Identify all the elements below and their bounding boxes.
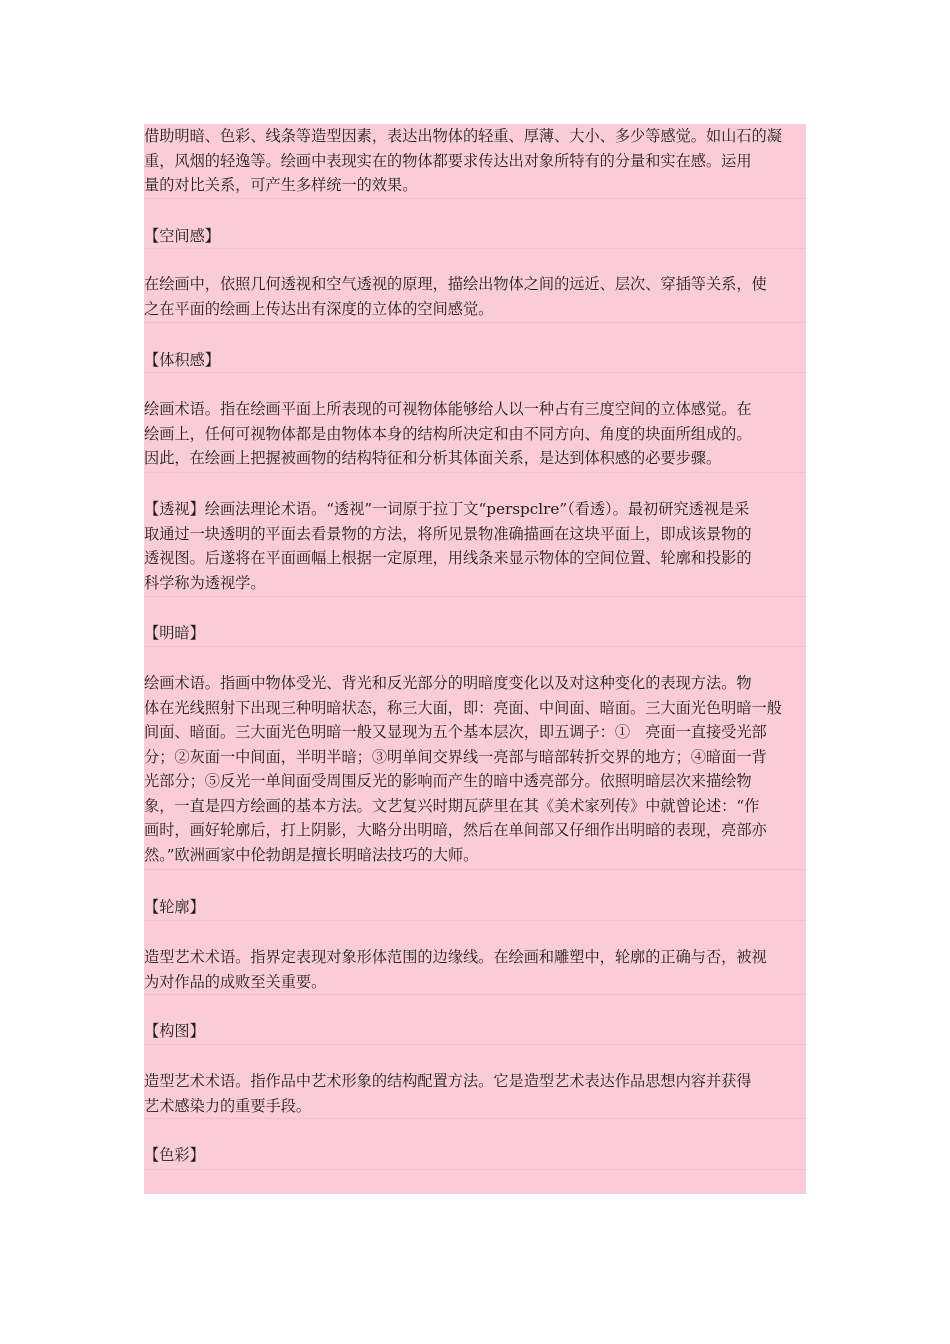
text-line: 绘画术语。指在绘画平面上所表现的可视物体能够给人以一种占有三度空间的立体感觉。在 xyxy=(144,400,752,418)
divider xyxy=(144,596,806,597)
document-page xyxy=(144,124,806,1194)
heading-text: 【轮廓】 xyxy=(144,898,205,916)
text-line: 科学称为透视学。 xyxy=(144,573,266,592)
section-heading-space xyxy=(144,224,806,249)
text-line: 因此，在绘画上把握被画物的结构特征和分析其体面关系，是达到体积感的必要步骤。 xyxy=(144,449,722,467)
divider xyxy=(144,1118,806,1119)
text-line: 在绘画中，依照几何透视和空气透视的原理，描绘出物体之间的远近、层次、穿插等关系，使 xyxy=(144,275,767,293)
text-line: 之在平面的绘画上传达出有深度的立体的空间感觉。 xyxy=(144,299,494,318)
intro-paragraph xyxy=(144,124,806,198)
divider xyxy=(144,920,806,921)
contour-paragraph xyxy=(144,945,806,994)
divider xyxy=(144,198,806,199)
text-line: 重，风烟的轻逸等。绘画中表现实在的物体都要求传达出对象所特有的分量和实在感。运用 xyxy=(144,151,752,170)
divider xyxy=(144,472,806,473)
text-line: 透视图。后遂将在平面画幅上根据一定原理，用线条来显示物体的空间位置、轮廓和投影的 xyxy=(144,549,752,567)
divider xyxy=(144,372,806,373)
perspective-paragraph xyxy=(144,497,806,595)
text-line: 艺术感染力的重要手段。 xyxy=(144,1096,312,1115)
text-line: 【透视】绘画法理论术语。“透视”一词原于拉丁文“perspclre”（看透）。最初研究透视是采 xyxy=(144,500,750,518)
section-heading-contour xyxy=(144,895,806,920)
light-paragraph xyxy=(144,671,806,867)
composition-paragraph xyxy=(144,1069,806,1118)
divider xyxy=(144,322,806,323)
space-paragraph xyxy=(144,272,806,321)
text-line: 量的对比关系，可产生多样统一的效果。 xyxy=(144,176,418,194)
text-line: 然。”欧洲画家中伦勃朗是擅长明暗法技巧的大师。 xyxy=(144,845,479,864)
text-line: 为对作品的成败至关重要。 xyxy=(144,972,327,991)
text-line: 借助明暗、色彩、线条等造型因素，表达出物体的轻重、厚薄、大小、多少等感觉。如山石的凝 xyxy=(144,127,782,145)
heading-text: 【色彩】 xyxy=(144,1146,205,1164)
volume-paragraph xyxy=(144,397,806,471)
divider xyxy=(144,646,806,647)
divider xyxy=(144,1044,806,1045)
heading-text: 【明暗】 xyxy=(144,624,205,642)
text-line: 造型艺术术语。指作品中艺术形象的结构配置方法。它是造型艺术表达作品思想内容并获得 xyxy=(144,1072,752,1090)
text-line: 体在光线照射下出现三种明暗状态，称三大面，即：亮面、中间面、暗面。三大面光色明暗一般 xyxy=(144,698,782,717)
text-line: 取通过一块透明的平面去看景物的方法，将所见景物准确描画在这块平面上，即成该景物的 xyxy=(144,524,752,543)
heading-text: 【构图】 xyxy=(144,1022,205,1040)
text-line: 象，一直是四方绘画的基本方法。文艺复兴时期瓦萨里在其《美术家列传》中就曾论述：“作 xyxy=(144,796,760,815)
divider xyxy=(144,1169,806,1170)
text-line: 光部分；⑤反光一单间面受周围反光的影响而产生的暗中透亮部分。依照明暗层次来描绘物 xyxy=(144,772,752,790)
text-line: 绘画上，任何可视物体都是由物体本身的结构所决定和由不同方向、角度的块面所组成的。 xyxy=(144,424,752,443)
text-line: 绘画术语。指画中物体受光、背光和反光部分的明暗度变化以及对这种变化的表现方法。物 xyxy=(144,674,752,692)
section-heading-volume xyxy=(144,348,806,373)
heading-text: 【空间感】 xyxy=(144,227,220,245)
divider xyxy=(144,994,806,995)
heading-text: 【体积感】 xyxy=(144,351,220,369)
divider xyxy=(144,248,806,249)
section-heading-light xyxy=(144,621,806,646)
text-line: 造型艺术术语。指界定表现对象形体范围的边缘线。在绘画和雕塑中，轮廓的正确与否，被视 xyxy=(144,948,767,966)
text-line: 间面、暗面。三大面光色明暗一般又显现为五个基本层次，即五调子：① 亮面一直接受光部 xyxy=(144,723,767,741)
section-heading-color xyxy=(144,1143,806,1168)
section-heading-composition xyxy=(144,1019,806,1044)
text-line: 画时，画好轮廓后，打上阴影，大略分出明暗，然后在单间部又仔细作出明暗的表现，亮部亦 xyxy=(144,821,767,839)
text-line: 分；②灰面一中间面，半明半暗；③明单间交界线一亮部与暗部转折交界的地方；④暗面一背 xyxy=(144,747,767,766)
divider xyxy=(144,869,806,870)
